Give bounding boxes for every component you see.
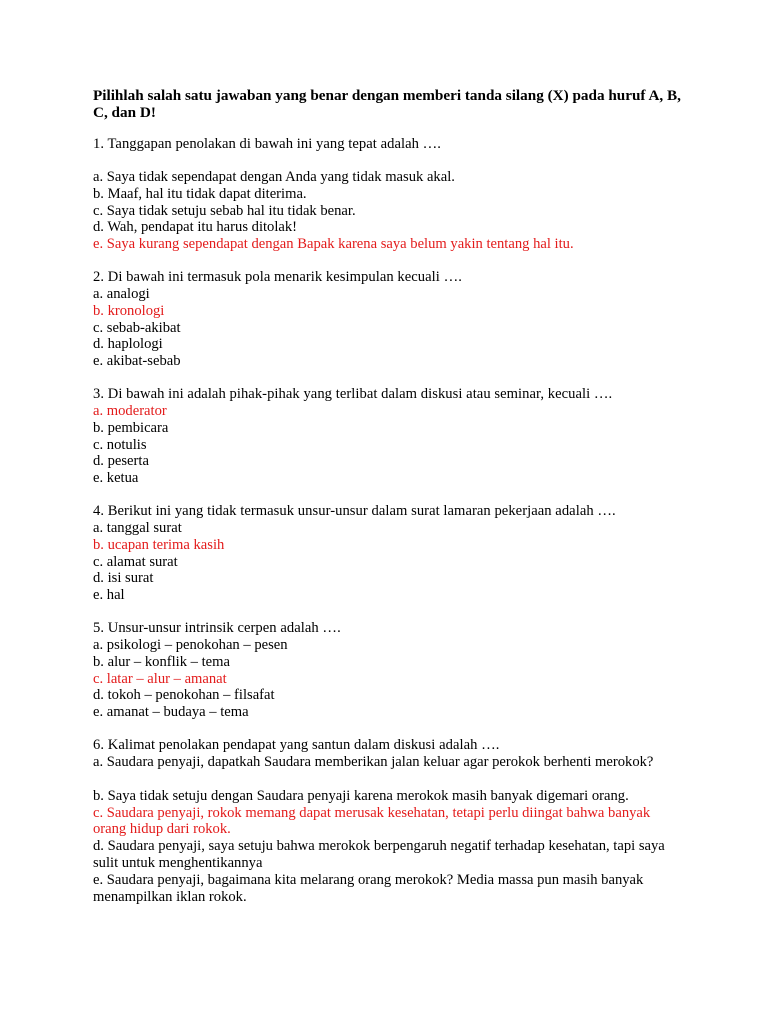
answer-option: b. Saya tidak setuju dengan Saudara penyaji karena merokok masih banyak digemari orang.: [93, 787, 629, 804]
answer-option: d. isi surat: [93, 570, 154, 587]
answer-option-correct: e. Saya kurang sependapat dengan Bapak karena saya belum yakin tentang hal itu.: [93, 236, 574, 253]
question-text: 5. Unsur-unsur intrinsik cerpen adalah ….: [93, 619, 341, 636]
question-1: [93, 136, 683, 253]
instruction-text: Pilihlah salah satu jawaban yang benar dengan memberi tanda silang (X) pada huruf A, B, C, dan D!: [93, 87, 681, 121]
answer-option: a. Saya tidak sependapat dengan Anda yang tidak masuk akal.: [93, 169, 455, 185]
answer-option: d. tokoh – penokohan – filsafat: [93, 687, 275, 704]
answer-option: c. Saya tidak setuju sebab hal itu tidak benar.: [93, 202, 356, 219]
answer-option-correct: c. Saudara penyaji, rokok memang dapat merusak kesehatan, tetapi perlu diingat bahwa banyak orang hidup dari rokok.: [93, 804, 651, 838]
question-3: [93, 386, 683, 487]
answer-option: d. peserta: [93, 453, 149, 470]
question-5: [93, 620, 683, 721]
answer-option: e. Saudara penyaji, bagaimana kita melarang orang merokok? Media massa pun masih banyak menampilkan iklan rokok.: [93, 871, 644, 905]
question-text: 3. Di bawah ini adalah pihak-pihak yang terlibat dalam diskusi atau seminar, kecuali ….: [93, 385, 613, 402]
answer-option: c. sebab-akibat: [93, 319, 181, 336]
document-page: [93, 87, 683, 921]
answer-option: e. amanat – budaya – tema: [93, 704, 249, 721]
answer-option: b. alur – konflik – tema: [93, 653, 230, 670]
question-6: [93, 737, 683, 905]
answer-option: c. notulis: [93, 436, 147, 453]
answer-option: e. hal: [93, 587, 125, 604]
question-text: 4. Berikut ini yang tidak termasuk unsur-unsur dalam surat lamaran pekerjaan adalah ….: [93, 502, 616, 519]
question-list: [93, 136, 683, 905]
answer-option: b. Maaf, hal itu tidak dapat diterima.: [93, 185, 307, 202]
answer-option: d. haplologi: [93, 336, 163, 353]
answer-option: e. ketua: [93, 470, 139, 487]
question-4: [93, 503, 683, 604]
question-text: 2. Di bawah ini termasuk pola menarik kesimpulan kecuali ….: [93, 268, 462, 285]
answer-option: b. pembicara: [93, 419, 169, 436]
answer-option: e. akibat-sebab: [93, 353, 181, 370]
answer-option: d. Wah, pendapat itu harus ditolak!: [93, 219, 298, 236]
answer-option: c. alamat surat: [93, 553, 178, 570]
answer-option: a. tanggal surat: [93, 519, 182, 536]
question-text: 6. Kalimat penolakan pendapat yang santun dalam diskusi adalah ….: [93, 736, 500, 753]
question-text: 1. Tanggapan penolakan di bawah ini yang tepat adalah ….: [93, 136, 441, 152]
answer-option-correct: c. latar – alur – amanat: [93, 670, 227, 687]
answer-option-correct: a. moderator: [93, 402, 167, 419]
answer-option: a. Saudara penyaji, dapatkah Saudara memberikan jalan keluar agar perokok berhenti merokok?: [93, 753, 654, 770]
answer-option: a. psikologi – penokohan – pesen: [93, 636, 288, 653]
question-2: [93, 269, 683, 370]
answer-option: d. Saudara penyaji, saya setuju bahwa merokok berpengaruh negatif terhadap kesehatan, tapi saya sulit untuk menghentikannya: [93, 838, 665, 871]
answer-option-correct: b. ucapan terima kasih: [93, 536, 225, 553]
answer-option: a. analogi: [93, 285, 150, 302]
answer-option-correct: b. kronologi: [93, 302, 165, 319]
